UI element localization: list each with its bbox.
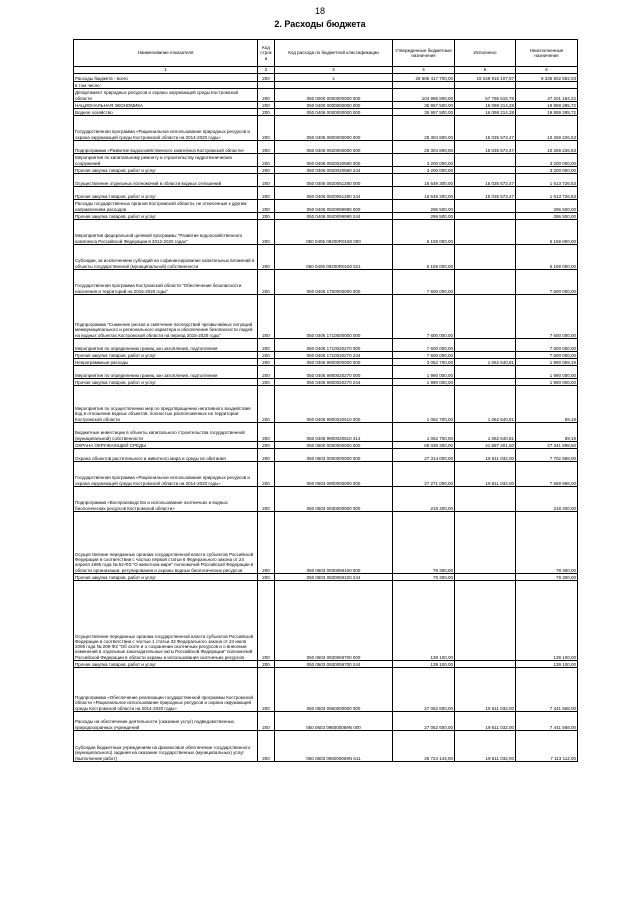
row-approved: 16 649 300,00: [393, 174, 455, 187]
row-executed: 19 611 032,00: [455, 449, 516, 462]
row-line-code: 200: [258, 200, 275, 213]
row-line-code: 200: [258, 102, 275, 109]
row-name: Осуществление переданных органам государственной власти субъектов Российской Федерации в соответствии с частью первой статьи 6 Федерального закона от 24 апреля 1995 года № 52-ФЗ "О животном мире" полномочий Российской Федерации в области организации, регулирования и охраны водных биологических ресурсов: [74, 512, 258, 574]
row-approved: 139 100,00: [393, 661, 455, 668]
row-classification-code: 050 0406 0920020580 244: [275, 167, 393, 174]
row-name: Прочая закупка товаров, работ и услуг: [74, 167, 258, 174]
row-approved: 3 052 700,00: [393, 359, 455, 366]
row-executed: [455, 200, 516, 213]
row-classification-code: 050 0603 0930059100 000: [275, 512, 393, 574]
row-executed: 16 098 214,28: [455, 102, 516, 109]
column-number: 3: [275, 67, 393, 74]
row-approved: 296 500,00: [393, 200, 455, 213]
row-unexecuted: 1 613 726,53: [516, 174, 578, 187]
row-approved: 26 724 144,00: [393, 731, 455, 762]
table-row: [74, 245, 578, 270]
row-unexecuted: 59,19: [516, 423, 578, 442]
row-executed: 15 035 573,47: [455, 174, 516, 187]
table-row: [74, 220, 578, 245]
row-name: Бюджетные инвестиции в объекты капитального строительства государственной (муниципальной) собственности: [74, 423, 258, 442]
column-number: 4: [393, 67, 455, 74]
row-classification-code: 050 0406 09200R0160 521: [275, 245, 393, 270]
row-name: Расходы государственных органов Костромской области, не отнесенные к другим направлениям расходов: [74, 200, 258, 213]
row-line-code: 200: [258, 487, 275, 512]
row-classification-code: 050 0406 0920020580 000: [275, 154, 393, 167]
row-executed: 15 035 573,47: [455, 187, 516, 200]
row-name: Подпрограмма «Воспроизводство и использование охотничьих и водных биологических ресурсов Костромской области»: [74, 487, 258, 512]
row-executed: 41 697 401,50: [455, 442, 516, 449]
row-name: Субсидии, за исключением субсидий на софинансирование капитальных вложений в объекты государственной (муниципальной) собственности: [74, 245, 258, 270]
row-classification-code: 050 0406 0920099990 244: [275, 213, 393, 220]
row-line-code: 200: [258, 89, 275, 102]
row-unexecuted: 1 990 000,00: [516, 379, 578, 386]
row-classification-code: 050 0603 0930000000 000: [275, 487, 393, 512]
row-line-code: 200: [258, 116, 275, 141]
table-row: [74, 270, 578, 295]
row-name: Государственная программа «Рациональное использование природных ресурсов и охрана окружающей среды Костромской области на 2014-2020 годы»: [74, 116, 258, 141]
row-approved: 104 996 800,00: [393, 89, 455, 102]
row-unexecuted: 296 500,00: [516, 213, 578, 220]
row-approved: 27 271 000,00: [393, 462, 455, 487]
row-classification-code: 050 0406 0000000000 000: [275, 109, 393, 116]
row-line-code: 200: [258, 668, 275, 712]
row-executed: [455, 366, 516, 379]
row-executed: 1 062 640,81: [455, 359, 516, 366]
row-executed: [455, 581, 516, 661]
row-approved: 79 300,00: [393, 574, 455, 581]
column-number: 2: [258, 67, 275, 74]
table-row: [74, 512, 578, 574]
row-unexecuted: 10 269 226,53: [516, 141, 578, 154]
row-line-code: 200: [258, 220, 275, 245]
table-header-row: [74, 40, 578, 67]
table-row: [74, 74, 578, 82]
row-unexecuted: 7 600 000,00: [516, 295, 578, 339]
table-row: [74, 82, 578, 89]
table-row: [74, 581, 578, 661]
table-row: [74, 187, 578, 200]
row-name: Прочая закупка товаров, работ и услуг: [74, 352, 258, 359]
table-row: [74, 154, 578, 167]
row-name: Подпрограмма «Обеспечение реализации государственной программы Костромской области «Рациональное использование природных ресурсов и охрана окружающей среды Костромской области на 2014-2020 годы»: [74, 668, 258, 712]
row-executed: 1 062 640,81: [455, 423, 516, 442]
row-name: Мероприятия по определению границ зон затопления, подтопления: [74, 339, 258, 352]
row-unexecuted: 296 500,00: [516, 200, 578, 213]
row-name: Прочая закупка товаров, работ и услуг: [74, 379, 258, 386]
header-unexecuted: Неисполненные назначения: [516, 40, 578, 67]
row-name: Мероприятия федеральной целевой программы "Развитие водохозяйственного комплекса Российской Федерации в 2012-2020 годах": [74, 220, 258, 245]
row-approved: 35 957 500,00: [393, 102, 455, 109]
table-row: [74, 668, 578, 712]
row-name: Прочая закупка товаров, работ и услуг: [74, 574, 258, 581]
row-name: Прочая закупка товаров, работ и услуг: [74, 187, 258, 200]
row-executed: 19 611 032,00: [455, 712, 516, 731]
row-name: Расходы бюджета - всего: [74, 74, 258, 82]
row-line-code: 200: [258, 352, 275, 359]
row-approved: 25 304 800,00: [393, 141, 455, 154]
row-approved: 7 600 000,00: [393, 270, 455, 295]
header-indicator-name: Наименование показателя: [74, 40, 258, 67]
row-classification-code: 050 0603 0000000000 000: [275, 449, 393, 462]
column-number: 5: [455, 67, 516, 74]
row-classification-code: 050 0603 0930059100 244: [275, 574, 393, 581]
row-classification-code: 050 0400 0000000000 000: [275, 102, 393, 109]
row-name: Мероприятия по капитальному ремонту и строительству гидротехнических сооружений: [74, 154, 258, 167]
row-classification-code: 050 0406 0920051280 000: [275, 174, 393, 187]
row-name: Государственная программа Костромской области "Обеспечение безопасности населения и территорий на 2015-2020 годы": [74, 270, 258, 295]
row-unexecuted: 47 201 184,22: [516, 89, 578, 102]
row-unexecuted: 10 269 226,53: [516, 116, 578, 141]
row-unexecuted: 7 600 000,00: [516, 352, 578, 359]
table-row: [74, 116, 578, 141]
row-name: Мероприятия по осуществлению мер по предотвращению негативного воздействия вод в отношении водных объектов, полностью расположенных на территории Костромской области: [74, 386, 258, 423]
row-classification-code: 050 0406 9900020270 244: [275, 379, 393, 386]
table-row: [74, 200, 578, 213]
page-number: 18: [314, 6, 325, 16]
header-classification-code: Код расхода по бюджетной классификации: [275, 40, 393, 67]
table-row: [74, 731, 578, 762]
row-name: Осуществление отдельных полномочий в области водных отношений: [74, 174, 258, 187]
row-approved: 7 600 000,00: [393, 295, 455, 339]
row-approved: 1 990 000,00: [393, 366, 455, 379]
row-approved: 5 159 000,00: [393, 220, 455, 245]
row-approved: 25 304 800,00: [393, 116, 455, 141]
row-executed: [455, 512, 516, 574]
row-executed: [455, 379, 516, 386]
row-executed: 19 611 032,00: [455, 668, 516, 712]
row-unexecuted: 5 159 000,00: [516, 220, 578, 245]
row-classification-code: [275, 82, 393, 89]
row-name: Департамент природных ресурсов и охраны окружающей среды Костромской области: [74, 89, 258, 102]
section-title: 2. Расходы бюджета: [274, 19, 366, 29]
row-classification-code: 050 0600 0000000000 000: [275, 442, 393, 449]
row-name: в том числе:: [74, 82, 258, 89]
row-executed: 15 035 573,47: [455, 116, 516, 141]
row-name: Водное хозяйство: [74, 109, 258, 116]
row-executed: [455, 295, 516, 339]
row-line-code: 200: [258, 731, 275, 762]
row-executed: [455, 154, 516, 167]
row-unexecuted: 7 441 568,00: [516, 712, 578, 731]
row-name: Подпрограмма "Снижение рисков и смягчение последствий чрезвычайных ситуаций межмуниципального и регионального характера и обеспечение безопасности людей на водных объектах Костромской области на период 2015-2020 годы": [74, 295, 258, 339]
row-unexecuted: 19 859 285,72: [516, 109, 578, 116]
row-executed: [455, 352, 516, 359]
row-executed: 19 611 032,00: [455, 731, 516, 762]
row-line-code: 200: [258, 339, 275, 352]
row-unexecuted: 7 702 968,00: [516, 449, 578, 462]
row-unexecuted: 5 159 000,00: [516, 245, 578, 270]
row-executed: [455, 213, 516, 220]
row-unexecuted: 139 100,00: [516, 581, 578, 661]
row-classification-code: 050 0406 9900000000 000: [275, 359, 393, 366]
row-executed: 19 249 915 107,97: [455, 74, 516, 82]
row-approved: 7 600 000,00: [393, 352, 455, 359]
table-row: [74, 442, 578, 449]
row-approved: [393, 82, 455, 89]
row-unexecuted: 1 613 726,53: [516, 187, 578, 200]
row-approved: 3 200 000,00: [393, 167, 455, 174]
table-row: [74, 102, 578, 109]
row-executed: 1 062 640,81: [455, 386, 516, 423]
row-executed: 57 795 615,78: [455, 89, 516, 102]
row-name: ОХРАНА ОКРУЖАЮЩЕЙ СРЕДЫ: [74, 442, 258, 449]
column-number-row: [74, 67, 578, 74]
row-executed: 15 035 573,47: [455, 141, 516, 154]
row-approved: 218 400,00: [393, 487, 455, 512]
budget-expenses-table: [73, 39, 578, 762]
row-name: Мероприятия по определению границ зон затопления, подтопления: [74, 366, 258, 379]
row-classification-code: 050 0406 1710020270 244: [275, 352, 393, 359]
row-approved: 1 990 000,00: [393, 379, 455, 386]
row-name: Прочая закупка товаров, работ и услуг: [74, 661, 258, 668]
row-line-code: 200: [258, 359, 275, 366]
row-name: Прочая закупка товаров, работ и услуг: [74, 213, 258, 220]
row-classification-code: 050 0406 9900020510 414: [275, 423, 393, 442]
row-classification-code: 050 0603 0930059700 000: [275, 581, 393, 661]
row-executed: [455, 220, 516, 245]
table-row: [74, 379, 578, 386]
table-row: [74, 712, 578, 731]
row-classification-code: 050 0406 1700000000 000: [275, 270, 393, 295]
row-executed: [455, 661, 516, 668]
row-line-code: 200: [258, 154, 275, 167]
row-classification-code: 050 0603 096000069N 611: [275, 731, 393, 762]
row-line-code: 200: [258, 270, 275, 295]
row-approved: 7 600 000,00: [393, 339, 455, 352]
row-unexecuted: 27 341 898,50: [516, 442, 578, 449]
row-executed: [455, 574, 516, 581]
row-line-code: 200: [258, 245, 275, 270]
row-approved: 296 500,00: [393, 213, 455, 220]
row-approved: 79 300,00: [393, 512, 455, 574]
row-approved: 16 649 300,00: [393, 187, 455, 200]
row-name: Расходы на обеспечение деятельности (оказание услуг) подведомственных природоохранных учреждений: [74, 712, 258, 731]
row-unexecuted: 1 990 059,19: [516, 359, 578, 366]
row-approved: 139 100,00: [393, 581, 455, 661]
row-unexecuted: 79 300,00: [516, 512, 578, 574]
row-line-code: 200: [258, 574, 275, 581]
row-classification-code: 050 0406 0920099990 000: [275, 200, 393, 213]
table-row: [74, 386, 578, 423]
row-name: Субсидии бюджетным учреждениям на финансовое обеспечение государственного (муниципального) задания на оказание государственных (муниципальных) услуг (выполнение работ): [74, 731, 258, 762]
row-name: Государственная программа «Рациональное использование природных ресурсов и охрана окружающей среды Костромской области на 2014-2020 годы»: [74, 462, 258, 487]
row-unexecuted: 3 200 000,00: [516, 167, 578, 174]
row-line-code: 200: [258, 581, 275, 661]
row-line-code: 200: [258, 449, 275, 462]
table-row: [74, 295, 578, 339]
row-executed: [455, 339, 516, 352]
row-classification-code: 050 0406 9900020270 000: [275, 366, 393, 379]
row-executed: 19 611 032,00: [455, 462, 516, 487]
row-line-code: 200: [258, 442, 275, 449]
row-line-code: 200: [258, 74, 275, 82]
table-row: [74, 352, 578, 359]
row-executed: 16 098 214,28: [455, 109, 516, 116]
row-approved: 1 062 700,00: [393, 386, 455, 423]
table-row: [74, 167, 578, 174]
row-approved: 27 052 600,00: [393, 712, 455, 731]
header-executed: Исполнено: [455, 40, 516, 67]
row-line-code: 200: [258, 512, 275, 574]
row-approved: 5 159 000,00: [393, 245, 455, 270]
table-row: [74, 462, 578, 487]
row-unexecuted: 1 990 000,00: [516, 366, 578, 379]
table-body: [74, 74, 578, 762]
row-classification-code: 050 0406 0920051280 244: [275, 187, 393, 200]
row-approved: 27 052 600,00: [393, 668, 455, 712]
row-executed: [455, 167, 516, 174]
row-classification-code: 050 0406 0920000000 000: [275, 141, 393, 154]
table-row: [74, 89, 578, 102]
row-executed: [455, 270, 516, 295]
table-row: [74, 661, 578, 668]
row-unexecuted: 139 100,00: [516, 661, 578, 668]
row-classification-code: 050 0406 09200R0160 000: [275, 220, 393, 245]
row-name: Охрана объектов растительного и животного мира и среды их обитания: [74, 449, 258, 462]
row-name: Подпрограмма «Развитие водохозяйственного комплекса Костромской области»: [74, 141, 258, 154]
row-line-code: 200: [258, 174, 275, 187]
row-line-code: 200: [258, 386, 275, 423]
header-line-code: Код строк и: [258, 40, 275, 67]
row-classification-code: 050 0406 0900000000 000: [275, 116, 393, 141]
table-row: [74, 213, 578, 220]
row-line-code: 200: [258, 109, 275, 116]
row-unexecuted: 7 441 568,00: [516, 668, 578, 712]
table-row: [74, 487, 578, 512]
row-classification-code: 050 0406 1710020270 000: [275, 339, 393, 352]
row-name: Непрограммные расходы: [74, 359, 258, 366]
row-unexecuted: 7 113 112,00: [516, 731, 578, 762]
row-line-code: 200: [258, 423, 275, 442]
row-approved: 28 585 417 700,00: [393, 74, 455, 82]
row-unexecuted: 19 859 285,72: [516, 102, 578, 109]
row-unexecuted: 9 335 502 592,03: [516, 74, 578, 82]
table-row: [74, 366, 578, 379]
table-row: [74, 109, 578, 116]
row-approved: 35 957 500,00: [393, 109, 455, 116]
row-approved: 3 200 000,00: [393, 154, 455, 167]
row-unexecuted: 59,19: [516, 386, 578, 423]
row-unexecuted: 3 200 000,00: [516, 154, 578, 167]
table-row: [74, 174, 578, 187]
table-row: [74, 339, 578, 352]
row-approved: 1 062 700,00: [393, 423, 455, 442]
row-line-code: 200: [258, 141, 275, 154]
row-classification-code: x: [275, 74, 393, 82]
table-row: [74, 359, 578, 366]
table-row: [74, 141, 578, 154]
row-classification-code: 050 0603 0960000000 000: [275, 668, 393, 712]
row-classification-code: 050 0603 0900000000 000: [275, 462, 393, 487]
row-line-code: 200: [258, 213, 275, 220]
header-approved: Утвержденные бюджетные назначения: [393, 40, 455, 67]
row-unexecuted: 218 400,00: [516, 487, 578, 512]
row-line-code: 200: [258, 712, 275, 731]
row-name: НАЦИОНАЛЬНАЯ ЭКОНОМИКА: [74, 102, 258, 109]
row-classification-code: 050 0000 0000000000 000: [275, 89, 393, 102]
row-executed: [455, 82, 516, 89]
table-row: [74, 423, 578, 442]
row-classification-code: 050 0603 096000069N 000: [275, 712, 393, 731]
row-unexecuted: 7 659 968,00: [516, 462, 578, 487]
row-executed: [455, 245, 516, 270]
row-unexecuted: [516, 82, 578, 89]
row-executed: [455, 487, 516, 512]
row-line-code: [258, 82, 275, 89]
row-unexecuted: 7 600 000,00: [516, 270, 578, 295]
row-classification-code: 050 0603 0930059700 244: [275, 661, 393, 668]
row-approved: 27 314 000,00: [393, 449, 455, 462]
row-line-code: 200: [258, 366, 275, 379]
row-unexecuted: 79 300,00: [516, 574, 578, 581]
row-classification-code: 050 0406 9900020510 000: [275, 386, 393, 423]
row-line-code: 200: [258, 187, 275, 200]
row-classification-code: 050 0406 1710000000 000: [275, 295, 393, 339]
row-line-code: 200: [258, 462, 275, 487]
row-line-code: 200: [258, 167, 275, 174]
row-name: Осуществление переданных органам государственной власти субъектов Российской Федерации в соответствии с частью 1 статьи 33 Федерального закона от 24 июля 2009 года № 209-ФЗ "Об охоте и о сохранении охотничьих ресурсов и о внесении изменений в отдельные законодательные акты Российской Федерации" полномочий Российской Федерации в области охраны и использования охотничьих ресурсов: [74, 581, 258, 661]
column-number: 6: [516, 67, 578, 74]
row-unexecuted: 7 600 000,00: [516, 339, 578, 352]
row-approved: 69 039 300,00: [393, 442, 455, 449]
row-line-code: 200: [258, 661, 275, 668]
column-number: 1: [74, 67, 258, 74]
table-row: [74, 449, 578, 462]
row-line-code: 200: [258, 295, 275, 339]
table-row: [74, 574, 578, 581]
row-line-code: 200: [258, 379, 275, 386]
